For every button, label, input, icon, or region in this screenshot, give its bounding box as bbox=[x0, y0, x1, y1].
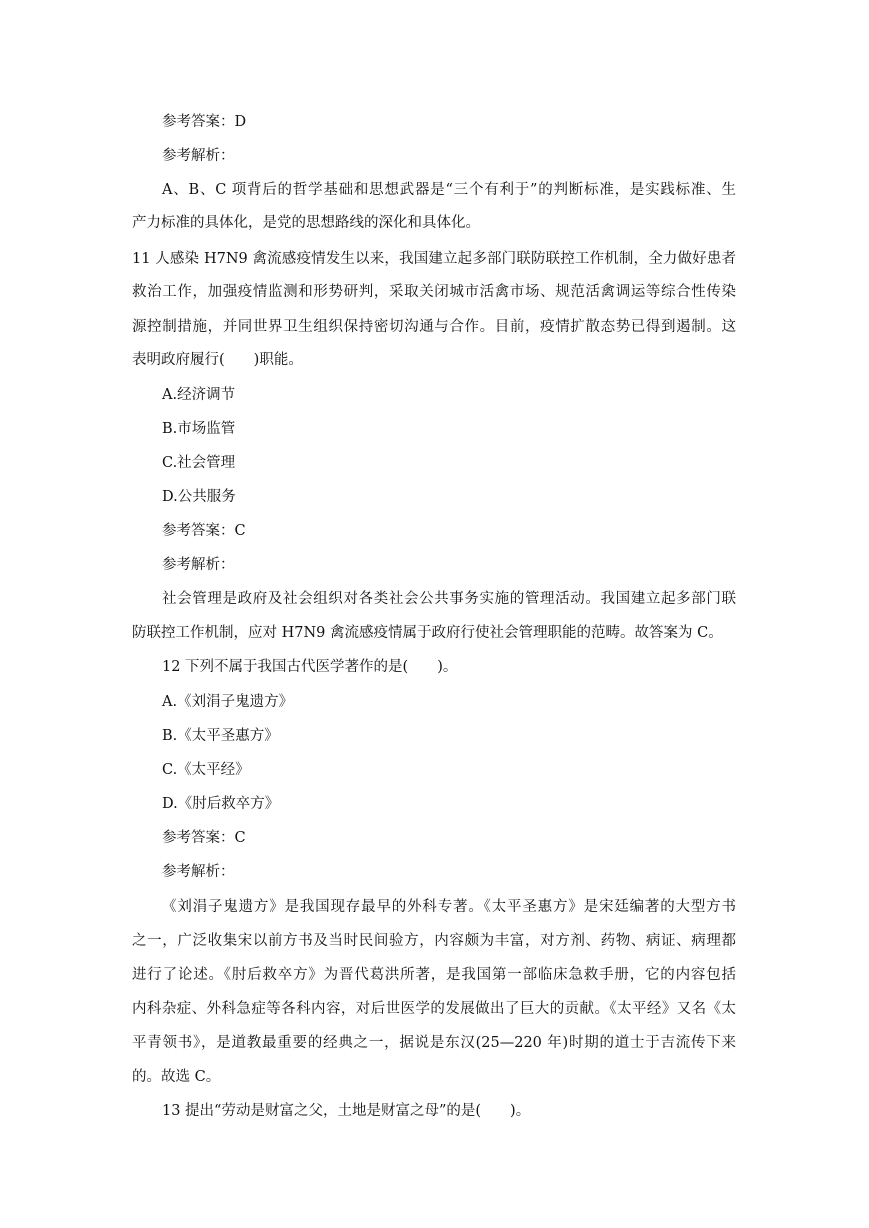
q12-option-c: C.《太平经》 bbox=[162, 762, 250, 778]
q11-stem-line: 表明政府履行( )职能。 bbox=[132, 352, 303, 368]
q12-answer: 参考答案：C bbox=[162, 830, 246, 846]
q13-stem: 13 提出“劳动是财富之父，土地是财富之母”的是( )。 bbox=[162, 1103, 531, 1119]
q11-option-c: C.社会管理 bbox=[162, 455, 236, 471]
q12-analysis-line: 内科杂症、外科急症等各科内容，对后世医学的发展做出了巨大的贡献。《太平经》又名《太 bbox=[132, 1001, 736, 1017]
q12-stem: 12 下列不属于我国古代医学著作的是( )。 bbox=[162, 659, 458, 675]
q12-option-b: B.《太平圣惠方》 bbox=[162, 728, 279, 744]
q11-stem-line: 源控制措施，并同世界卫生组织保持密切沟通与合作。目前，疫情扩散态势已得到遏制。这 bbox=[132, 319, 736, 335]
q11-analysis-line: 防联控工作机制，应对 H7N9 禽流感疫情属于政府行使社会管理职能的范畴。故答案为 C。 bbox=[132, 625, 723, 641]
q12-analysis-line: 平青领书》，是道教最重要的经典之一，据说是东汉(25—220 年)时期的道士于吉流传下来 bbox=[132, 1035, 736, 1051]
q12-option-a: A.《刘涓子鬼遗方》 bbox=[162, 694, 294, 710]
q12-analysis-line: 进行了论述。《肘后救卒方》为晋代葛洪所著，是我国第一部临床急救手册，它的内容包括 bbox=[132, 967, 736, 983]
q10-analysis-line: 产力标准的具体化，是党的思想路线的深化和具体化。 bbox=[132, 215, 480, 231]
q12-analysis-line: 《刘涓子鬼遗方》是我国现存最早的外科专著。《太平圣惠方》是宋廷编著的大型方书 bbox=[162, 899, 736, 915]
q11-option-d: D.公共服务 bbox=[162, 489, 236, 505]
q10-analysis-line: A、B、C 项背后的哲学基础和思想武器是“三个有利于”的判断标准，是实践标准、生 bbox=[162, 182, 736, 198]
q11-stem-line: 11 人感染 H7N9 禽流感疫情发生以来，我国建立起多部门联防联控工作机制，全力做好患者 bbox=[132, 251, 736, 267]
q12-analysis-label: 参考解析： bbox=[162, 864, 235, 880]
q10-answer: 参考答案：D bbox=[162, 114, 247, 130]
q12-analysis-line: 之一，广泛收集宋以前方书及当时民间验方，内容颇为丰富，对方剂、药物、病证、病理都 bbox=[132, 933, 736, 949]
q11-analysis-label: 参考解析： bbox=[162, 557, 235, 573]
q11-option-a: A.经济调节 bbox=[162, 387, 236, 403]
q12-option-d: D.《肘后救卒方》 bbox=[162, 796, 280, 812]
q11-option-b: B.市场监管 bbox=[162, 421, 236, 437]
q12-analysis-line: 的。故选 C。 bbox=[132, 1069, 221, 1085]
q11-stem-line: 救治工作，加强疫情监测和形势研判，采取关闭城市活禽市场、规范活禽调运等综合性传染 bbox=[132, 284, 736, 300]
q11-analysis-line: 社会管理是政府及社会组织对各类社会公共事务实施的管理活动。我国建立起多部门联 bbox=[162, 591, 736, 607]
q11-answer: 参考答案：C bbox=[162, 523, 246, 539]
q10-analysis-label: 参考解析： bbox=[162, 148, 235, 164]
